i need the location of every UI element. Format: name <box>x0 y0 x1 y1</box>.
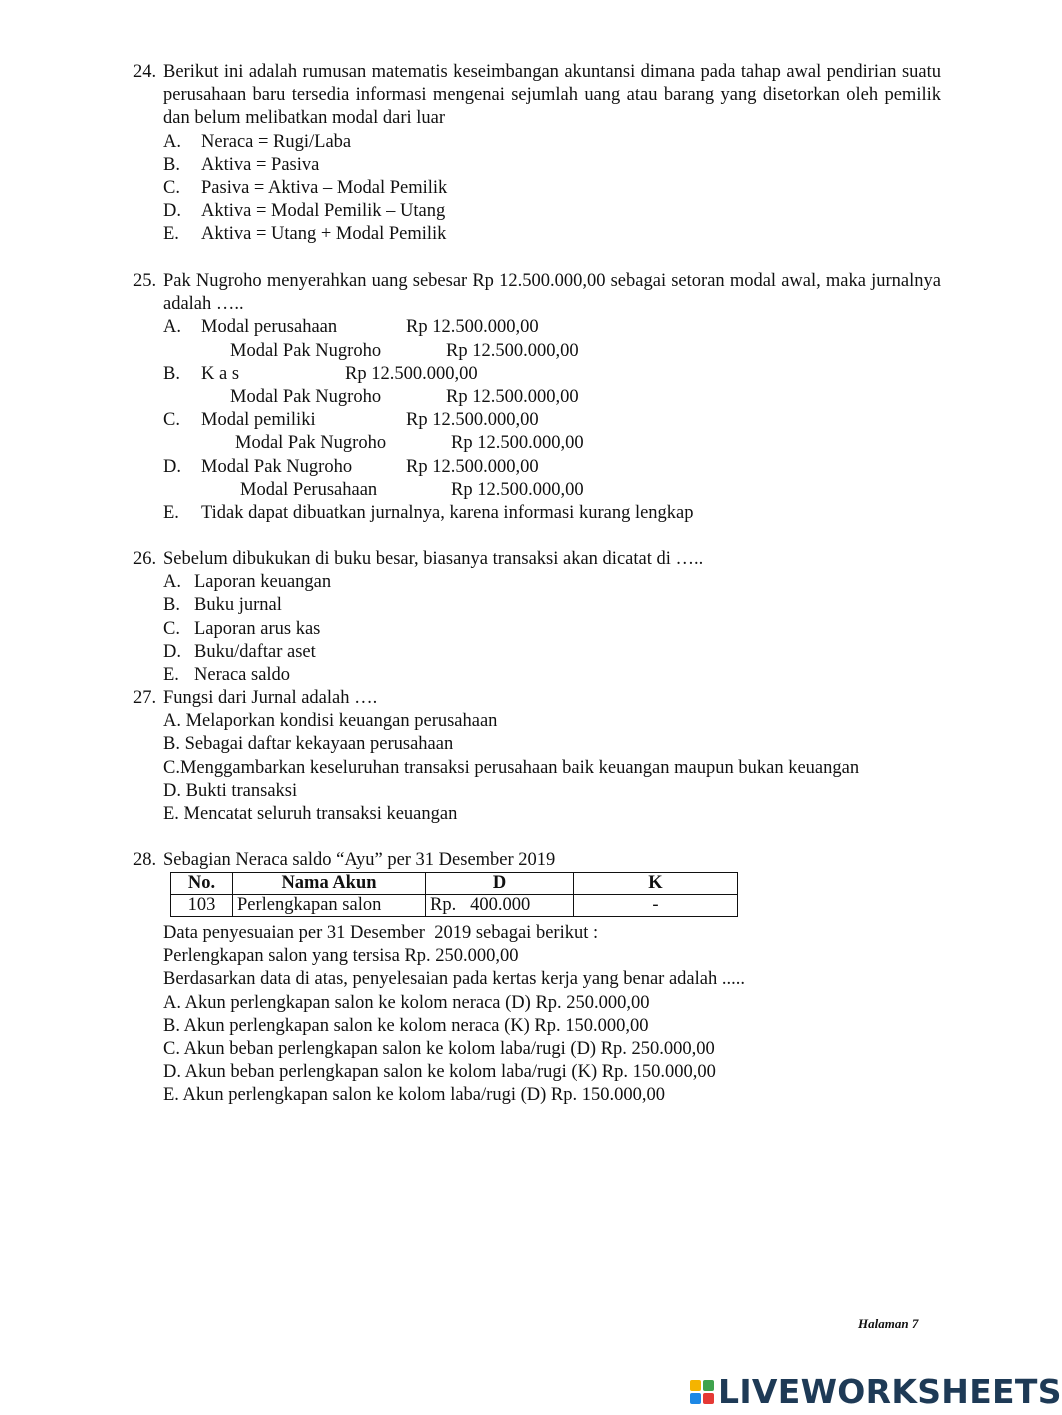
question-25 <box>133 270 941 525</box>
question-text: Berikut ini adalah rumusan matematis keseimbangan akuntansi dimana pada tahap awal pendirian suatu perusahaan baru tersedia informasi mengenai sejumlah uang atau barang yang disetorkan oleh pemilik dan belum melibatkan modal dari luar <box>163 62 941 129</box>
question-text: Sebelum dibukukan di buku besar, biasanya transaksi akan dicatat di ….. <box>163 549 704 569</box>
adjustment-intro: Data penyesuaian per 31 Desember 2019 sebagai berikut : <box>163 923 599 943</box>
credit-amount: Rp 12.500.000,00 <box>446 340 579 361</box>
credit-amount: Rp 12.500.000,00 <box>451 433 584 454</box>
debit-amount: Rp 12.500.000,00 <box>406 410 539 431</box>
option-b[interactable]: B. Aktiva = Pasiva <box>163 154 320 175</box>
option-a[interactable]: A. Laporan keuangan <box>163 572 332 593</box>
credit-amount: Rp 12.500.000,00 <box>451 479 584 500</box>
table-row <box>171 895 738 917</box>
question-text: Pak Nugroho menyerahkan uang sebesar Rp 12.500.000,00 sebagai setoran modal awal, maka jurnalnya adalah ….. <box>163 271 941 315</box>
table-header: No. <box>171 873 233 895</box>
option-e[interactable]: E. Mencatat seluruh transaksi keuangan <box>163 804 458 825</box>
table-cell: Perlengkapan salon <box>233 895 426 917</box>
question-number: 24. <box>133 62 157 82</box>
debit-amount: Rp 12.500.000,00 <box>406 456 539 477</box>
liveworksheets-logo[interactable] <box>690 1372 1062 1412</box>
question-text: Sebagian Neraca saldo “Ayu” per 31 Desember 2019 <box>163 850 556 870</box>
table-header-row <box>171 873 738 895</box>
question-28-body <box>133 922 941 1108</box>
debit-account: Modal perusahaan <box>201 317 338 338</box>
table-header: K <box>574 873 738 895</box>
option-d[interactable]: D. Modal Pak Nugroho Rp 12.500.000,00 Modal Perusahaan Rp 12.500.000,00 <box>163 456 941 502</box>
option-e[interactable]: E. Tidak dapat dibuatkan jurnalnya, karena informasi kurang lengkap <box>163 503 694 524</box>
option-a[interactable]: A. Modal perusahaan Rp 12.500.000,00 Modal Pak Nugroho Rp 12.500.000,00 <box>163 316 941 362</box>
option-a[interactable]: A. Neraca = Rugi/Laba <box>163 131 352 152</box>
debit-account: Modal pemiliki <box>201 410 316 431</box>
table-header: Nama Akun <box>233 873 426 895</box>
credit-account: Modal Pak Nugroho <box>235 433 387 454</box>
credit-account: Modal Pak Nugroho <box>230 387 382 408</box>
option-c[interactable]: C. Akun beban perlengkapan salon ke kolom laba/rugi (D) Rp. 250.000,00 <box>163 1039 715 1060</box>
table-header: D <box>426 873 574 895</box>
question-prompt: Berdasarkan data di atas, penyelesaian pada kertas kerja yang benar adalah ..... <box>163 969 745 990</box>
option-d[interactable]: D. Buku/daftar aset <box>163 641 316 662</box>
question-27 <box>133 687 941 826</box>
option-b[interactable]: B. K a s Rp 12.500.000,00 Modal Pak Nugroho Rp 12.500.000,00 <box>163 363 941 409</box>
option-c[interactable]: C. Laporan arus kas <box>163 618 321 639</box>
question-number: 27. <box>133 688 157 708</box>
table-cell: - <box>574 895 738 917</box>
option-a[interactable]: A. Akun perlengkapan salon ke kolom neraca (D) Rp. 250.000,00 <box>163 992 650 1013</box>
option-c[interactable]: C.Menggambarkan keseluruhan transaksi perusahaan baik keuangan maupun bukan keuangan <box>163 757 860 778</box>
option-c[interactable]: C. Pasiva = Aktiva – Modal Pemilik <box>163 178 448 199</box>
brand-name: LIVEWORKSHEETS <box>718 1372 1062 1411</box>
question-number: 26. <box>133 549 157 569</box>
option-e[interactable]: E. Neraca saldo <box>163 665 291 686</box>
debit-account: Modal Pak Nugroho <box>201 456 353 477</box>
option-d[interactable]: D. Bukti transaksi <box>163 780 298 801</box>
option-d[interactable]: D. Aktiva = Modal Pemilik – Utang <box>163 201 446 222</box>
question-number: 28. <box>133 850 157 870</box>
option-d[interactable]: D. Akun beban perlengkapan salon ke kolom laba/rugi (K) Rp. 150.000,00 <box>163 1062 716 1083</box>
page-number: Halaman 7 <box>858 1316 919 1331</box>
option-b[interactable]: B. Sebagai daftar kekayaan perusahaan <box>163 734 454 755</box>
credit-amount: Rp 12.500.000,00 <box>446 387 579 408</box>
trial-balance-table <box>170 872 738 917</box>
table-cell: Rp. 400.000 <box>426 895 574 917</box>
question-24 <box>133 61 941 247</box>
debit-amount: Rp 12.500.000,00 <box>345 363 478 384</box>
option-b[interactable]: B. Akun perlengkapan salon ke kolom neraca (K) Rp. 150.000,00 <box>163 1015 649 1036</box>
option-b[interactable]: B. Buku jurnal <box>163 595 282 616</box>
adjustment-data: Perlengkapan salon yang tersisa Rp. 250.000,00 <box>163 946 519 967</box>
option-c[interactable]: C. Modal pemiliki Rp 12.500.000,00 Modal Pak Nugroho Rp 12.500.000,00 <box>163 409 941 455</box>
debit-account: K a s <box>201 363 240 384</box>
credit-account: Modal Perusahaan <box>240 479 378 500</box>
option-e[interactable]: E. Akun perlengkapan salon ke kolom laba/rugi (D) Rp. 150.000,00 <box>163 1085 665 1106</box>
debit-amount: Rp 12.500.000,00 <box>406 317 539 338</box>
option-e[interactable]: E. Aktiva = Utang + Modal Pemilik <box>163 224 447 245</box>
table-cell: 103 <box>171 895 233 917</box>
option-a[interactable]: A. Melaporkan kondisi keuangan perusahaan <box>163 711 498 732</box>
question-26 <box>133 548 941 687</box>
question-text: Fungsi dari Jurnal adalah …. <box>163 688 378 708</box>
question-28 <box>133 849 941 872</box>
logo-icon <box>690 1380 714 1404</box>
question-number: 25. <box>133 271 157 291</box>
credit-account: Modal Pak Nugroho <box>230 340 382 361</box>
